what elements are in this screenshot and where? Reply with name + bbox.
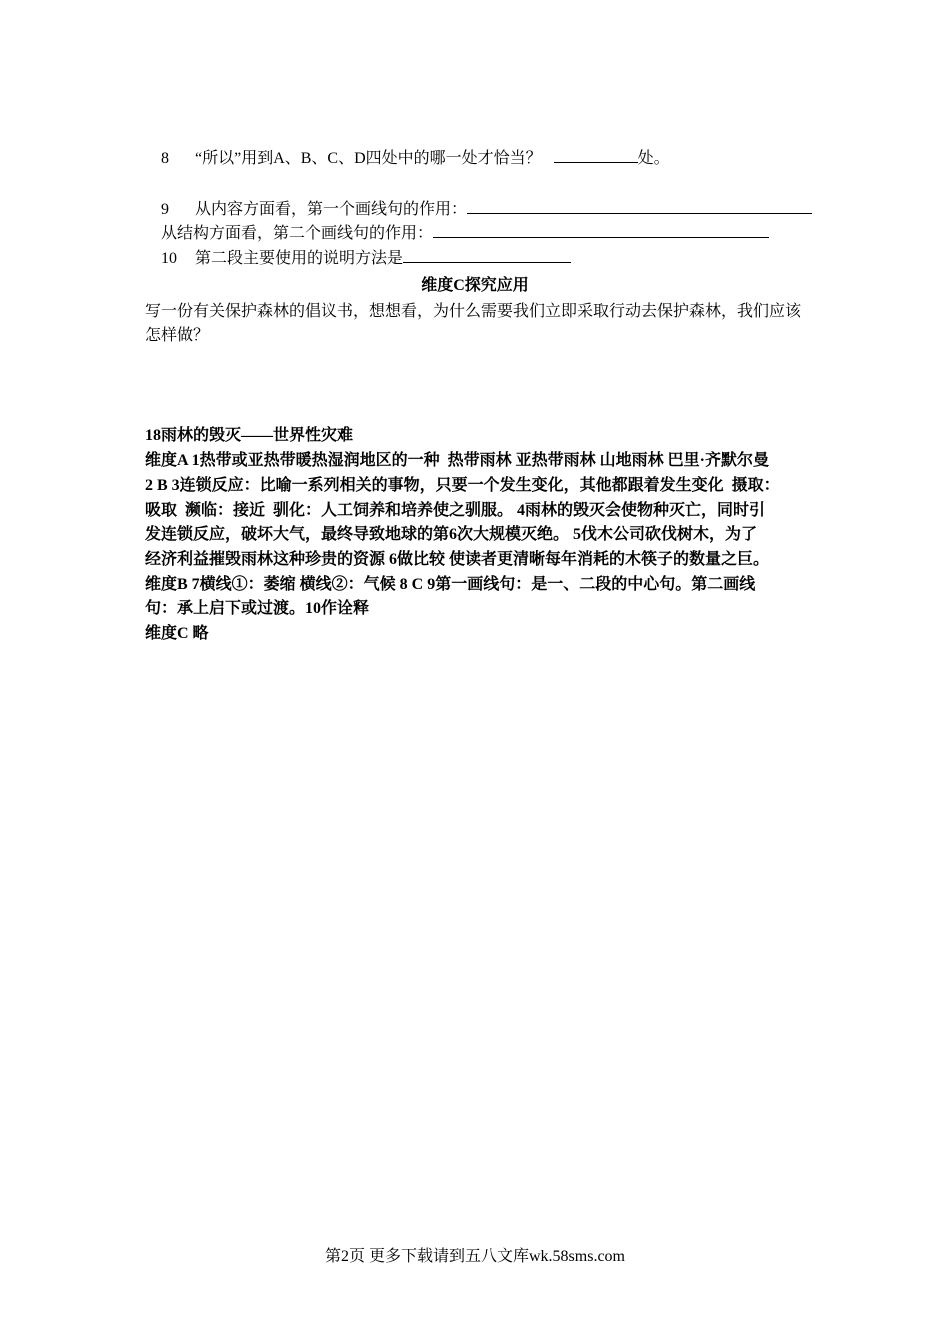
- answer-line: 维度A 1热带或亚热带暖热湿润地区的一种 热带雨林 亚热带雨林 山地雨林 巴里·齐默尔曼: [145, 452, 770, 469]
- question-number: 9: [161, 201, 169, 218]
- answer-line: 句：承上启下或过渡。10作诠释: [145, 600, 370, 617]
- answer-line: 2 B 3连锁反应：比喻一系列相关的事物，只要一个发生变化，其他都跟着发生变化 摄取：: [145, 477, 780, 494]
- question-text: 从结构方面看，第二个画线句的作用：: [161, 225, 434, 242]
- answer-blank: [403, 248, 571, 263]
- answer-line: 发连锁反应，破坏大气，最终导致地球的第6次大规模灭绝。 5伐木公司砍伐树木，为了: [145, 526, 758, 543]
- question-number: 8: [161, 150, 169, 167]
- answer-line: 维度C 略: [145, 625, 209, 642]
- section-c-prompt: 写一份有关保护森林的倡议书，想想看，为什么需要我们立即采取行动去保护森林，我们应该怎样做？: [145, 303, 802, 344]
- question-text: “所以”用到A、B、C、D四处中的哪一处才恰当？: [195, 150, 542, 167]
- answer-line: 经济利益摧毁雨林这种珍贵的资源 6做比较 使读者更清晰每年消耗的木筷子的数量之巨。: [145, 551, 770, 568]
- answer-line: 吸取 濒临：接近 驯化：人工饲养和培养使之驯服。 4雨林的毁灭会使物种灭亡，同时引: [145, 502, 766, 519]
- question-text: 从内容方面看，第一个画线句的作用：: [195, 201, 468, 218]
- answer-line: 维度B 7横线①：萎缩 横线②：气候 8 C 9第一画线句：是一、二段的中心句。第二画线: [145, 576, 756, 593]
- question-text: 第二段主要使用的说明方法是: [195, 250, 404, 267]
- question-number: 10: [161, 250, 177, 267]
- answer-key-title: 18雨林的毁灭——世界性灾难: [145, 427, 354, 444]
- answer-blank: [554, 148, 638, 163]
- section-c-heading: 维度C探究应用: [421, 277, 529, 294]
- question-suffix: 处。: [637, 150, 670, 167]
- page-footer: 第2页 更多下载请到五八文库wk.58sms.com: [324, 1248, 625, 1265]
